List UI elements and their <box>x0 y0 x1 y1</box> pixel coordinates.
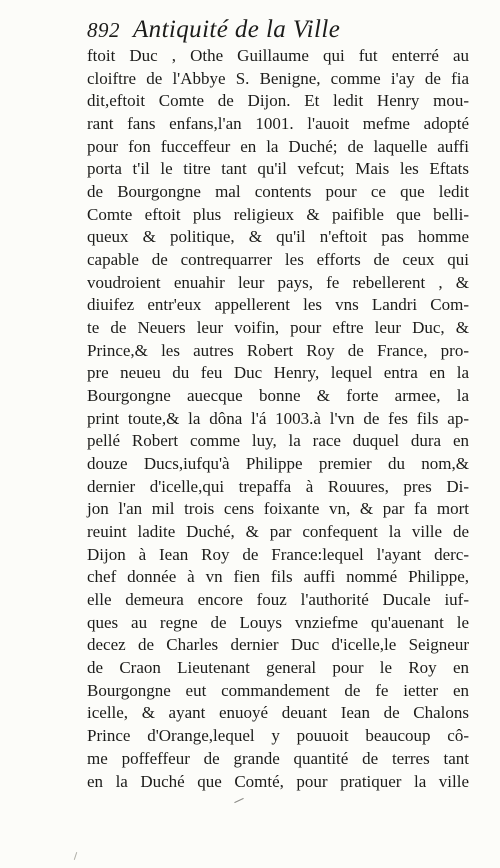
text-line: ftoit Duc , Othe Guillaume qui fut enterré au <box>87 46 469 65</box>
text-line: elle demeura encore fouz l'authorité Ducale iuf- <box>87 590 469 610</box>
body-text <box>87 45 469 793</box>
running-title: Antiquité de la Ville <box>133 16 341 43</box>
text-line: porta t'il le titre tant qu'il vefcut; Mais les Eftats <box>87 159 469 179</box>
text-line: de Bourgongne mal contents pour ce que ledit <box>87 182 469 202</box>
text-line: dernier d'icelle,qui trepaffa à Rouures, pres Di- <box>87 476 469 496</box>
text-line: Prince,& les autres Robert Roy de France, pro- <box>87 340 469 360</box>
text-line: ques au regne de Louys vnziefme qu'auenant le <box>87 612 469 632</box>
text-line: dit,eftoit Comte de Dijon. Et ledit Henry mou- <box>87 91 469 111</box>
text-line: pre neueu du feu Duc Henry, lequel entra en la <box>87 363 469 383</box>
text-line: pour fon fucceffeur en la Duché; de laquelle auffi <box>87 136 469 156</box>
text-line: print toute,& la dôna l'á 1003.à l'vn de fes fils ap- <box>87 408 469 428</box>
text-line: jon l'an mil trois cens foixante vn, & par fa mort <box>87 499 469 519</box>
text-line: Bourgongne auecque bonne & forte armee, la <box>87 386 469 406</box>
text-line: queux & politique, & qu'il n'eftoit pas homme <box>87 227 469 247</box>
text-line: me poffeffeur de grande quantité de terres tant <box>87 748 469 768</box>
text-line: decez de Charles dernier Duc d'icelle,le Seigneur <box>87 635 469 655</box>
text-line: chef donnée à vn fien fils auffi nommé Philippe, <box>87 567 469 587</box>
text-line: icelle, & ayant enuoyé deuant Iean de Chalons <box>87 703 469 723</box>
text-line: pellé Robert comme luy, la race duquel dura en <box>87 431 469 451</box>
text-line: capable de contrequarrer les efforts de ceux qui <box>87 250 469 270</box>
text-line: diuifez entr'eux appellerent les vns Landri Com- <box>87 295 469 315</box>
text-line: rant fans enfans,l'an 1001. l'auoit mefme adopté <box>87 114 469 134</box>
text-line: Prince d'Orange,lequel y pouuoit beaucoup cô- <box>87 726 469 746</box>
page-header <box>87 16 462 42</box>
page-number: 892 <box>87 18 120 42</box>
paper-mark <box>73 852 79 860</box>
text-line: en la Duché que Comté, pour pratiquer la ville <box>87 771 469 791</box>
text-line: voudroient enuahir leur pays, fe rebellerent , & <box>87 272 469 292</box>
text-line: reuint ladite Duché, & par confequent la ville de <box>87 522 469 542</box>
text-line: douze Ducs,iufqu'à Philippe premier du nom,& <box>87 454 469 474</box>
text-line: Comte eftoit plus religieux & paifible que belli- <box>87 204 469 224</box>
text-line: Dijon à Iean Roy de France:lequel l'ayant derc- <box>87 544 469 564</box>
text-line: de Craon Lieutenant general pour le Roy en <box>87 658 469 678</box>
text-line: Bourgongne eut commandement de fe ietter en <box>87 680 469 700</box>
text-line: cloiftre de l'Abbye S. Benigne, comme i'ay de fia <box>87 68 469 88</box>
printer-mark <box>233 795 245 807</box>
text-line: te de Neuers leur voifin, pour eftre leur Duc, & <box>87 318 469 338</box>
